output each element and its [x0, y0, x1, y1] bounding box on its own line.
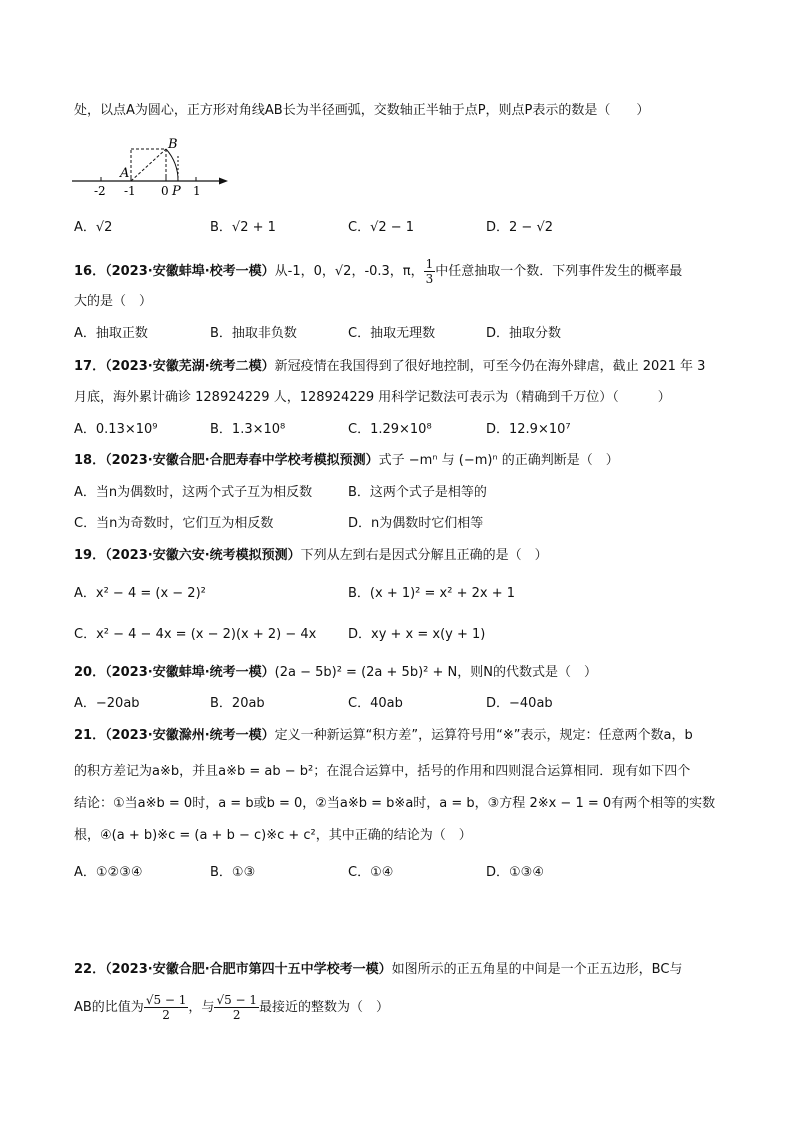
q18-option-c[interactable]: C．当n为奇数时，它们互为相反数 — [74, 516, 274, 531]
q17-stem-a: 新冠疫情在我国得到了很好地控制，可至今仍在海外肆虐，截止 2021 年 3 — [274, 359, 706, 374]
q18-option-d[interactable]: D．n为偶数时它们相等 — [348, 516, 484, 531]
q17-number: 17． — [74, 359, 106, 374]
q21-stem-line2: 的积方差记为a※b，并且a※b = ab − b²；在混合运算中，括号的作用和四则混合运算相同．现有如下四个 — [74, 764, 691, 779]
q18-stem-text: 式子 −mⁿ 与 (−m)ⁿ 的正确判断是（ ） — [378, 453, 619, 468]
q21-stem-line4: 根，④(a + b)※c = (a + b − c)※c + c²，其中正确的结论为（ ） — [74, 828, 472, 843]
q20-source: （2023·安徽蚌埠·统考一模） — [105, 665, 275, 680]
q15-option-b[interactable]: B．√2 + 1 — [210, 220, 276, 235]
q22-source: （2023·安徽合肥·合肥市第四十五中学校考一模） — [105, 962, 392, 977]
q21-option-b[interactable]: B．①③ — [210, 865, 256, 880]
q16-option-c[interactable]: C．抽取无理数 — [348, 326, 436, 341]
q15-stem: 处，以点A为圆心，正方形对角线AB长为半径画弧，交数轴正半轴于点P，则点P表示的数是（ ） — [74, 103, 650, 118]
q19-stem — [74, 546, 548, 566]
q16-source: （2023·安徽蚌埠·校考一模） — [105, 264, 275, 279]
q21-option-c[interactable]: C．①④ — [348, 865, 394, 880]
q22-stem-b2: ，与 — [188, 1000, 215, 1015]
q19-option-c[interactable]: C．x² − 4 − 4x = (x − 2)(x + 2) − 4x — [74, 627, 317, 642]
q19-option-d[interactable]: D．xy + x = x(y + 1) — [348, 627, 486, 642]
label-A: A — [120, 166, 130, 181]
tick-label-0: 0 — [161, 184, 169, 198]
q16-option-b[interactable]: B．抽取非负数 — [210, 326, 297, 341]
q21-stem-line3: 结论：①当a※b = 0时，a = b或b = 0，②当a※b = b※a时，a = b，③方程 2※x − 1 = 0有两个相等的实数 — [74, 796, 716, 811]
q17-option-d[interactable]: D．12.9×10⁷ — [486, 422, 571, 437]
q22-stem-b1: AB的比值为 — [74, 1000, 144, 1015]
q18-stem — [74, 451, 619, 471]
q20-stem-text: (2a − 5b)² = (2a + 5b)² + N，则N的代数式是（ ） — [274, 665, 597, 680]
q21-option-d[interactable]: D．①③④ — [486, 865, 544, 880]
q22-fraction-1: $\frac{√5 - 1}{2}$ — [145, 993, 187, 1022]
q16-stem-line1 — [74, 257, 682, 286]
q16-number: 16． — [74, 264, 106, 279]
q18-option-a[interactable]: A．当n为偶数时，这两个式子互为相反数 — [74, 485, 313, 500]
q20-option-a[interactable]: A．−20ab — [74, 696, 140, 711]
q22-stem-b3: 最接近的整数为（ ） — [259, 1000, 390, 1015]
q17-stem-line2: 月底，海外累计确诊 128924229 人，128924229 用科学记数法可表示为（精确到千万位）（ ） — [74, 390, 671, 405]
q19-stem-text: 下列从左到右是因式分解且正确的是（ ） — [300, 548, 548, 563]
q22-stem-line2 — [74, 992, 389, 1024]
q20-number: 20． — [74, 665, 106, 680]
q20-stem — [74, 663, 597, 683]
q22-fraction-2: $\frac{√5 - 1}{2}$ — [216, 993, 258, 1022]
q21-stem-line1 — [74, 726, 693, 746]
q17-stem-line1 — [74, 357, 705, 377]
q19-source: （2023·安徽六安·统考模拟预测） — [105, 548, 301, 563]
number-line-figure — [68, 136, 238, 200]
q20-option-c[interactable]: C．40ab — [348, 696, 403, 711]
tick-label-neg1: -1 — [124, 184, 136, 198]
q21-stem-a: 定义一种新运算“积方差”，运算符号用“※”表示，规定：任意两个数a，b — [274, 728, 693, 743]
q22-stem-line1 — [74, 960, 682, 980]
q22-stem-a: 如图所示的正五角星的中间是一个正五边形，BC与 — [391, 962, 683, 977]
q18-source: （2023·安徽合肥·合肥寿春中学校考模拟预测） — [105, 453, 379, 468]
q18-option-b[interactable]: B．这两个式子是相等的 — [348, 485, 487, 500]
q16-fraction: $\frac{1}{3}$ — [425, 257, 434, 286]
tick-label-neg2: -2 — [94, 184, 106, 198]
q18-number: 18． — [74, 453, 106, 468]
q15-option-d[interactable]: D．2 − √2 — [486, 220, 553, 235]
q21-option-a[interactable]: A．①②③④ — [74, 865, 143, 880]
q20-option-b[interactable]: B．20ab — [210, 696, 265, 711]
q19-option-a[interactable]: A．x² − 4 = (x − 2)² — [74, 586, 206, 601]
q16-stem-line2: 大的是（ ） — [74, 294, 153, 309]
tick-label-1: 1 — [193, 184, 201, 198]
q17-option-a[interactable]: A．0.13×10⁹ — [74, 422, 158, 437]
q19-option-b[interactable]: B．(x + 1)² = x² + 2x + 1 — [348, 586, 516, 601]
q21-source: （2023·安徽滁州·统考一模） — [105, 728, 275, 743]
q16-option-a[interactable]: A．抽取正数 — [74, 326, 148, 341]
q19-number: 19． — [74, 548, 106, 563]
q17-option-c[interactable]: C．1.29×10⁸ — [348, 422, 432, 437]
label-B: B — [168, 137, 178, 152]
q16-stem-b: 中任意抽取一个数．下列事件发生的概率最 — [435, 264, 683, 279]
q15-option-c[interactable]: C．√2 − 1 — [348, 220, 415, 235]
q17-source: （2023·安徽芜湖·统考二模） — [105, 359, 275, 374]
q20-option-d[interactable]: D．−40ab — [486, 696, 553, 711]
q22-number: 22． — [74, 962, 106, 977]
label-P: P — [172, 184, 181, 199]
q21-number: 21． — [74, 728, 106, 743]
q16-option-d[interactable]: D．抽取分数 — [486, 326, 562, 341]
q16-stem-a: 从-1，0，√2，-0.3，π， — [274, 264, 424, 279]
q17-option-b[interactable]: B．1.3×10⁸ — [210, 422, 286, 437]
q15-option-a[interactable]: A．√2 — [74, 220, 113, 235]
